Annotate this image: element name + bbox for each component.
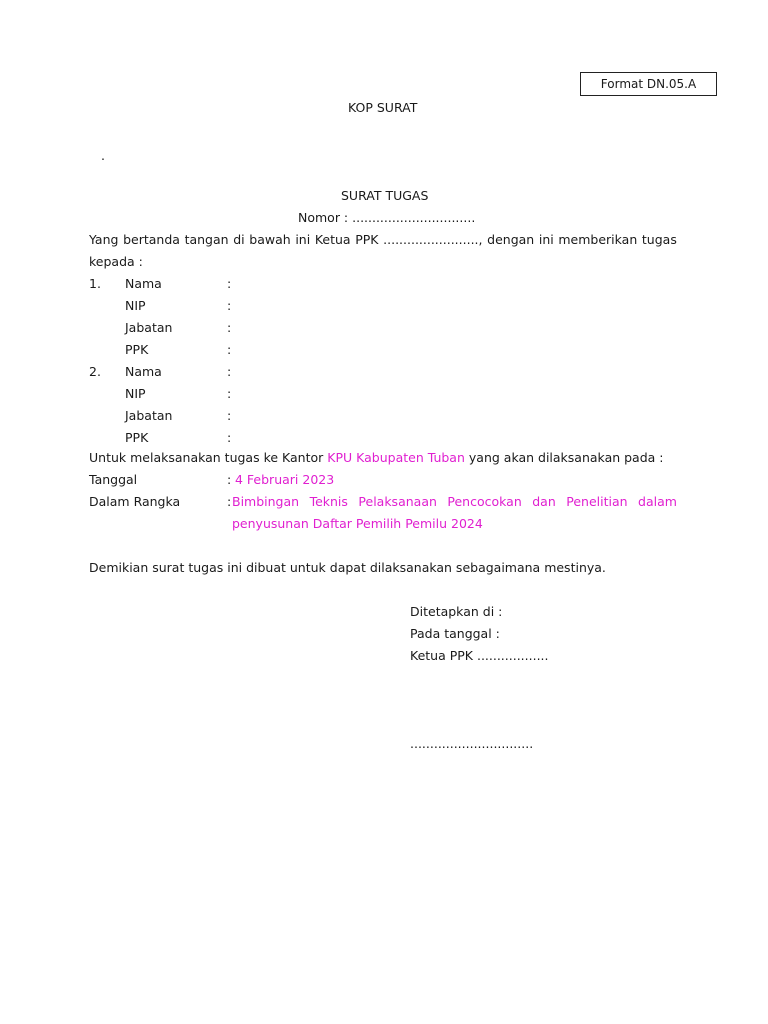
signature-name-line: ............................... — [410, 736, 534, 751]
field-label: Jabatan — [125, 320, 173, 335]
signature-title: Ketua PPK .................. — [410, 648, 549, 663]
context-line-1 — [232, 494, 677, 510]
field-label: NIP — [125, 298, 146, 313]
intro-word: ........................, — [383, 232, 483, 247]
intro-word: tangan — [184, 232, 229, 247]
date-label: Tanggal — [89, 472, 138, 487]
letter-title: SURAT TUGAS — [341, 188, 429, 203]
field-label: Nama — [125, 276, 162, 291]
letter-number: Nomor : ............................... — [298, 210, 476, 225]
format-code-box — [580, 72, 717, 96]
letterhead-placeholder: KOP SURAT — [348, 100, 418, 115]
context-word: Pelaksanaan — [358, 494, 437, 509]
field-colon: : — [227, 298, 232, 313]
person-number: 1. — [89, 276, 101, 291]
intro-line-1 — [89, 232, 677, 248]
intro-word: bertanda — [123, 232, 180, 247]
field-label: Jabatan — [125, 408, 173, 423]
intro-word: memberikan — [558, 232, 638, 247]
intro-word: tugas — [641, 232, 677, 247]
intro-word: di — [233, 232, 245, 247]
context-word: dan — [532, 494, 556, 509]
intro-line-2: kepada : — [89, 254, 143, 269]
date-colon: : — [227, 472, 232, 487]
context-colon: : — [227, 494, 232, 509]
field-colon: : — [227, 342, 232, 357]
context-word: dalam — [638, 494, 677, 509]
purpose-location: KPU Kabupaten Tuban — [327, 450, 465, 465]
intro-word: ini — [295, 232, 311, 247]
field-colon: : — [227, 320, 232, 335]
date-value: 4 Februari 2023 — [235, 472, 335, 487]
signature-place: Ditetapkan di : — [410, 604, 503, 619]
purpose-prefix: Untuk melaksanakan tugas ke Kantor — [89, 450, 324, 465]
closing-statement: Demikian surat tugas ini dibuat untuk dapat dilaksanakan sebagaimana mestinya. — [89, 560, 606, 575]
field-label: PPK — [125, 342, 149, 357]
field-colon: : — [227, 430, 232, 445]
context-line-2: penyusunan Daftar Pemilih Pemilu 2024 — [232, 516, 483, 531]
person-number: 2. — [89, 364, 101, 379]
field-colon: : — [227, 364, 232, 379]
context-word: Teknis — [309, 494, 348, 509]
format-code: Format DN.05.A — [600, 77, 697, 91]
intro-word: bawah — [249, 232, 291, 247]
context-label: Dalam Rangka — [89, 494, 181, 509]
intro-word: dengan — [487, 232, 535, 247]
context-word: Penelitian — [566, 494, 628, 509]
context-word: Pencocokan — [447, 494, 522, 509]
field-colon: : — [227, 408, 232, 423]
intro-word: PPK — [355, 232, 379, 247]
context-word: Bimbingan — [232, 494, 300, 509]
intro-word: ini — [538, 232, 554, 247]
intro-word: Yang — [89, 232, 119, 247]
intro-word: Ketua — [314, 232, 351, 247]
purpose-line — [89, 450, 664, 466]
field-label: NIP — [125, 386, 146, 401]
stray-dot: . — [101, 148, 105, 163]
field-colon: : — [227, 386, 232, 401]
field-label: Nama — [125, 364, 162, 379]
purpose-suffix: yang akan dilaksanakan pada : — [468, 450, 664, 465]
field-label: PPK — [125, 430, 149, 445]
signature-date: Pada tanggal : — [410, 626, 500, 641]
field-colon: : — [227, 276, 232, 291]
